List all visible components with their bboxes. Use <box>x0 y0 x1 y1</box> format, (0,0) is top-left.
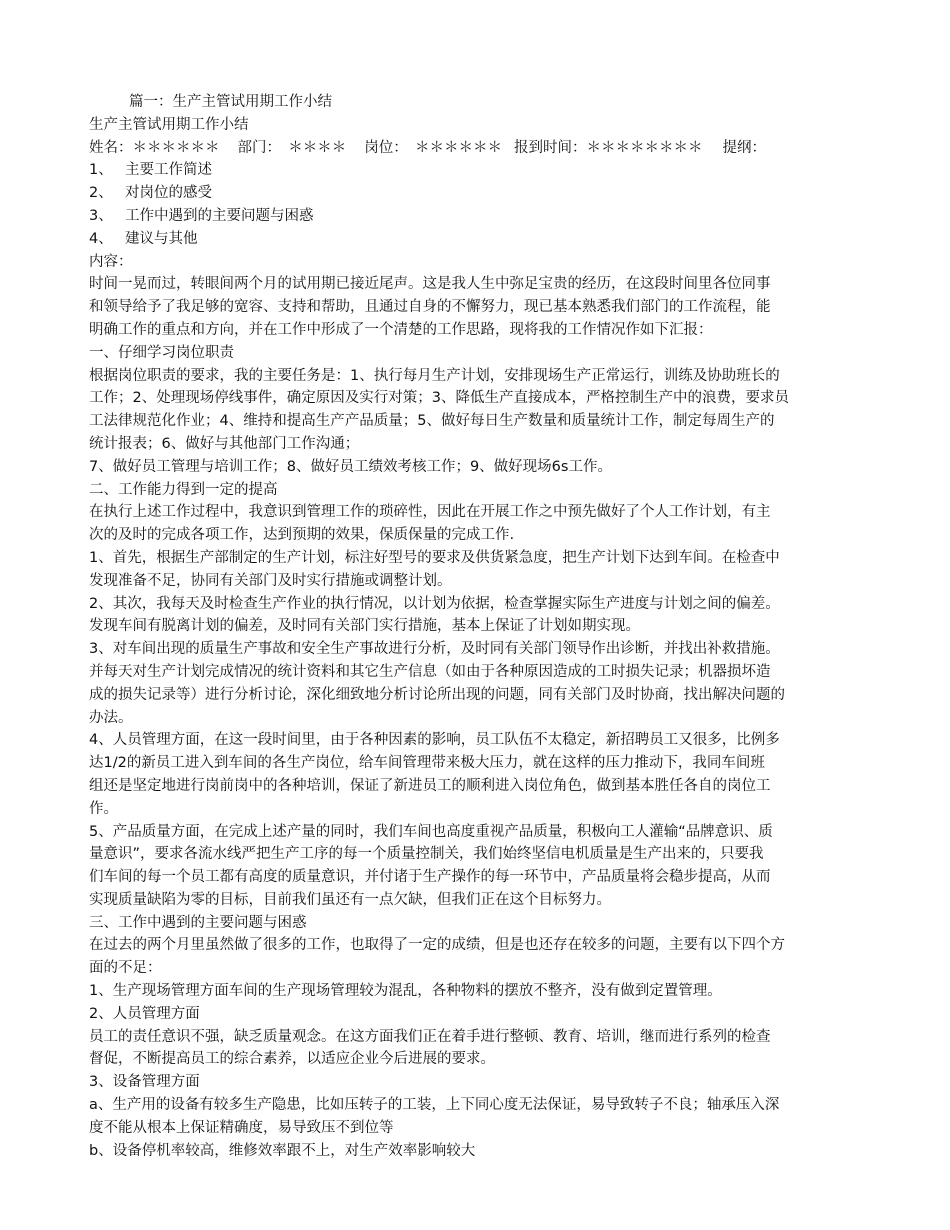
body-line: a、生产用的设备有较多生产隐患，比如压转子的工装，上下同心度无法保证，易导致转子不良；轴承压入深 <box>89 1097 780 1114</box>
outline-item-number: 1、 <box>89 162 113 179</box>
document-page <box>89 91 864 1162</box>
body-line: 实现质量缺陷为零的目标，目前我们虽还有一点欠缺，但我们正在这个目标努力。 <box>89 891 611 908</box>
body-line: 统计报表；6、做好与其他部门工作沟通； <box>89 435 360 452</box>
meta-outline: 提纲： <box>722 139 766 156</box>
meta-post: 岗位： ＊＊＊＊＊＊ <box>364 139 502 156</box>
outline-item-text: 工作中遇到的主要问题与困惑 <box>125 207 314 224</box>
body-line: 督促，不断提高员工的综合素养，以适应企业今后进展的要求。 <box>89 1051 495 1068</box>
body-line: 面的不足： <box>89 960 162 977</box>
body-line: 度不能从根本上保证精确度，易导致压不到位等 <box>89 1119 394 1136</box>
subsection-heading: 2、人员管理方面 <box>89 1005 200 1022</box>
body-line: 1、首先，根据生产部制定的生产计划，标注好型号的要求及供货紧急度，把生产计划下达到车间。在检查中 <box>89 549 780 566</box>
body-line: 并每天对生产计划完成情况的统计资料和其它生产信息（如由于各种原因造成的工时损失记录；机器损坏造 <box>89 663 771 680</box>
body-line: 在执行上述工作过程中，我意识到管理工作的琐碎性，因此在开展工作之中预先做好了个人工作计划，有主 <box>89 504 771 521</box>
body-line: 4、人员管理方面，在这一段时间里，由于各种因素的影响，员工队伍不太稳定，新招聘员工又很多，比例多 <box>89 732 780 749</box>
body-line: 7、做好员工管理与培训工作；8、做好员工绩效考核工作；9、做好现场6s工作。 <box>89 458 612 475</box>
body-line: 作。 <box>89 800 118 817</box>
outline-item-number: 4、 <box>89 230 113 247</box>
body-line: 1、生产现场管理方面车间的生产现场管理较为混乱，各种物料的摆放不整齐，没有做到定置管理。 <box>89 983 722 1000</box>
meta-dept: 部门： ＊＊＊＊ <box>237 139 347 156</box>
subsection-heading: 3、设备管理方面 <box>89 1074 200 1091</box>
meta-date: 报到时间：＊＊＊＊＊＊＊＊ <box>514 139 703 156</box>
outline-item-text: 主要工作简述 <box>125 162 212 179</box>
outline-item-number: 2、 <box>89 185 113 202</box>
body-line: 工作；2、处理现场停线事件，确定原因及实行对策；3、降低生产直接成本，严格控制生产中的浪费，要求员 <box>89 390 789 407</box>
body-line: 时间一晃而过，转眼间两个月的试用期已接近尾声。这是我人生中弥足宝贵的经历，在这段时间里各位同事 <box>89 276 771 293</box>
outline-item <box>89 205 864 228</box>
body-line: 达1/2的新员工进入到车间的各生产岗位，给车间管理带来极大压力，就在这样的压力推动下，我同车间班 <box>89 755 765 772</box>
outline-item-text: 建议与其他 <box>125 230 198 247</box>
body-line: 在过去的两个月里虽然做了很多的工作，也取得了一定的成绩，但是也还存在较多的问题，主要有以下四个方 <box>89 937 785 954</box>
outline-item <box>89 182 864 205</box>
outline-item-text: 对岗位的感受 <box>125 185 212 202</box>
body-line: 5、产品质量方面，在完成上述产量的同时，我们车间也高度重视产品质量，积极向工人灌输“品牌意识、质 <box>89 823 773 840</box>
body-line: b、设备停机率较高，维修效率跟不上，对生产效率影响较大 <box>89 1142 476 1159</box>
body-line: 们车间的每一个员工都有高度的质量意识，并付诸于生产操作的每一环节中，产品质量将会稳步提高，从而 <box>89 869 771 886</box>
document-subtitle: 生产主管试用期工作小结 <box>89 116 249 133</box>
body-line: 成的损失记录等）进行分析讨论，深化细致地分析讨论所出现的问题，同有关部门及时协商，找出解决问题的 <box>89 686 785 703</box>
section-heading: 一、仔细学习岗位职责 <box>89 344 234 361</box>
meta-name: 姓名：＊＊＊＊＊＊ <box>89 139 220 156</box>
outline-item <box>89 159 864 182</box>
content-label: 内容： <box>89 253 133 270</box>
body-line: 和领导给予了我足够的宽容、支持和帮助，且通过自身的不懈努力，现已基本熟悉我们部门的工作流程，能 <box>89 299 771 316</box>
body-line: 工法律规范化作业；4、维持和提高生产产品质量；5、做好每日生产数量和质量统计工作，制定每周生产的 <box>89 413 775 430</box>
body-line: 量意识”，要求各流水线严把生产工序的每一个质量控制关，我们始终坚信电机质量是生产出来的，只要我 <box>89 846 764 863</box>
body-line: 根据岗位职责的要求，我的主要任务是：1、执行每月生产计划，安排现场生产正常运行，训练及协助班长的 <box>89 367 780 384</box>
body-line: 2、其次，我每天及时检查生产作业的执行情况，以计划为依据，检查掌握实际生产进度与计划之间的偏差。 <box>89 595 780 612</box>
outline-item-number: 3、 <box>89 207 113 224</box>
document-heading: 篇一：生产主管试用期工作小结 <box>129 94 332 110</box>
outline-item <box>89 228 864 251</box>
body-line: 发现车间有脱离计划的偏差，及时同有关部门实行措施，基本上保证了计划如期实现。 <box>89 618 640 635</box>
body-line: 次的及时的完成各项工作，达到预期的效果，保质保量的完成工作. <box>89 527 515 544</box>
body-line: 办法。 <box>89 709 133 726</box>
section-heading: 三、工作中遇到的主要问题与困惑 <box>89 914 307 931</box>
section-heading: 二、工作能力得到一定的提高 <box>89 481 278 498</box>
body-line: 组还是坚定地进行岗前岗中的各种培训，保证了新进员工的顺利进入岗位角色，做到基本胜任各自的岗位工 <box>89 777 771 794</box>
body-line: 明确工作的重点和方向，并在工作中形成了一个清楚的工作思路，现将我的工作情况作如下汇报： <box>89 321 713 338</box>
body-line: 3、对车间出现的质量生产事故和安全生产事故进行分析，及时同有关部门领导作出诊断，并找出补救措施。 <box>89 641 780 658</box>
body-line: 员工的责任意识不强，缺乏质量观念。在这方面我们正在着手进行整顿、教育、培训，继而进行系列的检查 <box>89 1028 771 1045</box>
body-line: 发现准备不足，协同有关部门及时实行措施或调整计划。 <box>89 572 452 589</box>
meta-row <box>89 137 864 160</box>
